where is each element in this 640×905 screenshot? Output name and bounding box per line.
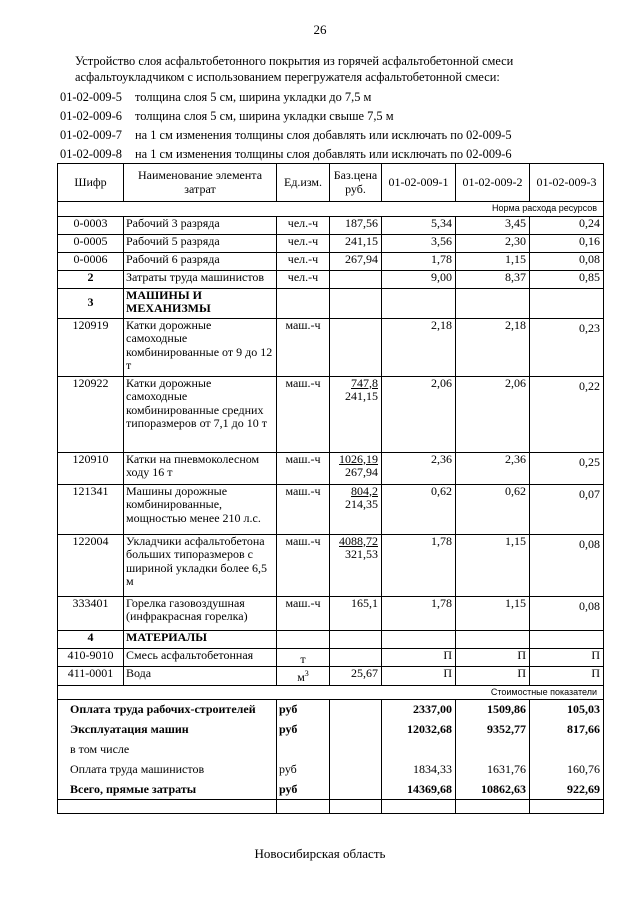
total-v3: 817,66 bbox=[530, 720, 604, 740]
total-price bbox=[330, 780, 382, 800]
row-v2: 2,18 bbox=[456, 318, 530, 376]
empty-cell bbox=[330, 630, 382, 648]
row-name: Рабочий 5 разряда bbox=[124, 234, 277, 252]
row-name: Горелка газовоздушная (инфракрасная горелка) bbox=[124, 596, 277, 630]
page-number: 26 bbox=[313, 22, 327, 37]
footer-region: Новосибирская область bbox=[254, 846, 386, 861]
machine-row bbox=[58, 484, 604, 534]
row-v3: 0,08 bbox=[530, 596, 604, 630]
row-price bbox=[330, 376, 382, 452]
cost-note: Стоимостные показатели bbox=[58, 685, 604, 700]
row-name: Вода bbox=[124, 667, 277, 686]
row-v1: 2,06 bbox=[382, 376, 456, 452]
row-code: 0-0003 bbox=[58, 216, 124, 234]
row-v3: П bbox=[530, 648, 604, 667]
row-price: 25,67 bbox=[330, 667, 382, 686]
empty-cell bbox=[456, 288, 530, 318]
total-name: Всего, прямые затраты bbox=[58, 780, 277, 800]
row-v1: 1,78 bbox=[382, 596, 456, 630]
total-row bbox=[58, 720, 604, 740]
row-v1: 9,00 bbox=[382, 270, 456, 288]
intro-text: Устройство слоя асфальтобетонного покрытия из горячей асфальтобетонной смеси асфальтоукладчиком с использованием перегружателя асфальтобетонной смеси: bbox=[75, 54, 514, 84]
row-v3: 0,08 bbox=[530, 252, 604, 270]
row-code: 120919 bbox=[58, 318, 124, 376]
code-item bbox=[60, 145, 620, 164]
row-name: Рабочий 6 разряда bbox=[124, 252, 277, 270]
row-price: 267,94 bbox=[330, 252, 382, 270]
unit-text: т bbox=[300, 651, 306, 666]
pad-cell bbox=[456, 800, 530, 814]
row-v2: 0,62 bbox=[456, 484, 530, 534]
code-desc: на 1 см изменения толщины слоя добавлять или исключать по 02-009-5 bbox=[135, 128, 512, 142]
total-v3: 160,76 bbox=[530, 760, 604, 780]
machine-row bbox=[58, 596, 604, 630]
code-list bbox=[60, 88, 620, 164]
row-v2: 2,30 bbox=[456, 234, 530, 252]
empty-cell bbox=[277, 630, 330, 648]
row-unit: маш.-ч bbox=[277, 596, 330, 630]
row-price bbox=[330, 596, 382, 630]
row-name: Катки дорожные самоходные комбинированные от 9 до 12 т bbox=[124, 318, 277, 376]
total-v2: 1509,86 bbox=[456, 700, 530, 720]
total-price bbox=[330, 740, 382, 760]
row-code: 0-0005 bbox=[58, 234, 124, 252]
norm-note: Норма расхода ресурсов bbox=[58, 202, 604, 217]
row-v1: 0,62 bbox=[382, 484, 456, 534]
row-name: Рабочий 3 разряда bbox=[124, 216, 277, 234]
worker-row bbox=[58, 234, 604, 252]
price-top: 804,2 bbox=[351, 483, 378, 498]
code-desc: толщина слоя 5 см, ширина укладки свыше 7,5 м bbox=[135, 109, 394, 123]
section-code: 3 bbox=[58, 288, 124, 318]
row-v2: 2,06 bbox=[456, 376, 530, 452]
row-v1: 2,18 bbox=[382, 318, 456, 376]
row-price bbox=[330, 534, 382, 596]
row-v3: 0,23 bbox=[530, 318, 604, 376]
section-title: МАТЕРИАЛЫ bbox=[124, 630, 277, 648]
row-unit: маш.-ч bbox=[277, 452, 330, 484]
row-name: Машины дорожные комбинированные, мощностью менее 210 л.с. bbox=[124, 484, 277, 534]
material-row bbox=[58, 648, 604, 667]
code-desc: толщина слоя 5 см, ширина укладки до 7,5 м bbox=[135, 90, 372, 104]
table-bottom-pad bbox=[58, 800, 604, 814]
row-unit bbox=[277, 648, 330, 667]
total-row bbox=[58, 760, 604, 780]
code-desc: на 1 см изменения толщины слоя добавлять или исключать по 02-009-6 bbox=[135, 147, 512, 161]
row-price bbox=[330, 270, 382, 288]
row-v3: 0,24 bbox=[530, 216, 604, 234]
total-v1: 14369,68 bbox=[382, 780, 456, 800]
row-v3: 0,85 bbox=[530, 270, 604, 288]
row-price bbox=[330, 648, 382, 667]
empty-cell bbox=[530, 288, 604, 318]
total-v3 bbox=[530, 740, 604, 760]
total-unit: руб bbox=[277, 720, 330, 740]
total-unit: руб bbox=[277, 780, 330, 800]
header-base-price: Баз.цена руб. bbox=[330, 164, 382, 202]
empty-cell bbox=[330, 288, 382, 318]
total-price bbox=[330, 700, 382, 720]
code-id: 01-02-009-5 bbox=[60, 90, 122, 104]
total-v2: 9352,77 bbox=[456, 720, 530, 740]
price-bottom: 321,53 bbox=[345, 547, 378, 561]
price-top: 747,8 bbox=[351, 375, 378, 390]
row-v1: 1,78 bbox=[382, 534, 456, 596]
row-name: Затраты труда машинистов bbox=[124, 270, 277, 288]
row-name: Укладчики асфальтобетона больших типоразмеров с шириной укладки более 6,5 м bbox=[124, 534, 277, 596]
total-row bbox=[58, 780, 604, 800]
total-row bbox=[58, 740, 604, 760]
total-name: Оплата труда машинистов bbox=[58, 760, 277, 780]
code-item bbox=[60, 88, 620, 107]
row-v2: 2,36 bbox=[456, 452, 530, 484]
cost-note-row bbox=[58, 685, 604, 700]
row-unit: маш.-ч bbox=[277, 484, 330, 534]
pad-cell bbox=[530, 800, 604, 814]
row-price bbox=[330, 484, 382, 534]
row-price: 241,15 bbox=[330, 234, 382, 252]
header-unit: Ед.изм. bbox=[277, 164, 330, 202]
row-unit: маш.-ч bbox=[277, 376, 330, 452]
norm-note-row bbox=[58, 202, 604, 217]
header-col2: 01-02-009-2 bbox=[456, 164, 530, 202]
row-code: 120910 bbox=[58, 452, 124, 484]
header-name: Наименование элемента затрат bbox=[124, 164, 277, 202]
row-v1: 3,56 bbox=[382, 234, 456, 252]
total-name: Оплата труда рабочих-строителей bbox=[58, 700, 277, 720]
row-v2: 8,37 bbox=[456, 270, 530, 288]
worker-row bbox=[58, 252, 604, 270]
pad-cell bbox=[58, 800, 277, 814]
row-code: 410-9010 bbox=[58, 648, 124, 667]
row-v3: 0,07 bbox=[530, 484, 604, 534]
row-v1: 5,34 bbox=[382, 216, 456, 234]
machinist-row bbox=[58, 270, 604, 288]
empty-cell bbox=[382, 288, 456, 318]
row-unit: чел.-ч bbox=[277, 216, 330, 234]
total-v1 bbox=[382, 740, 456, 760]
row-v3: 0,08 bbox=[530, 534, 604, 596]
row-unit: маш.-ч bbox=[277, 534, 330, 596]
header-col1: 01-02-009-1 bbox=[382, 164, 456, 202]
total-v2: 1631,76 bbox=[456, 760, 530, 780]
machine-row bbox=[58, 318, 604, 376]
header-code: Шифр bbox=[58, 164, 124, 202]
row-v1: П bbox=[382, 648, 456, 667]
total-v1: 1834,33 bbox=[382, 760, 456, 780]
price-top: 4088,72 bbox=[339, 533, 378, 548]
row-v3: 0,25 bbox=[530, 452, 604, 484]
row-v3: 0,22 bbox=[530, 376, 604, 452]
row-unit: чел.-ч bbox=[277, 252, 330, 270]
empty-cell bbox=[530, 630, 604, 648]
row-code: 2 bbox=[58, 270, 124, 288]
row-v3: П bbox=[530, 667, 604, 686]
table-header bbox=[58, 164, 604, 202]
total-name: Эксплуатация машин bbox=[58, 720, 277, 740]
machines-section-row bbox=[58, 288, 604, 318]
unit-sup: 3 bbox=[304, 669, 309, 678]
row-unit: маш.-ч bbox=[277, 318, 330, 376]
empty-cell bbox=[382, 630, 456, 648]
row-v1: 2,36 bbox=[382, 452, 456, 484]
total-price bbox=[330, 720, 382, 740]
section-code: 4 bbox=[58, 630, 124, 648]
price-bottom: 165,1 bbox=[351, 595, 378, 610]
row-v3: 0,16 bbox=[530, 234, 604, 252]
row-name: Смесь асфальтобетонная bbox=[124, 648, 277, 667]
price-bottom: 267,94 bbox=[345, 465, 378, 479]
total-price bbox=[330, 760, 382, 780]
pad-cell bbox=[277, 800, 330, 814]
row-code: 411-0001 bbox=[58, 667, 124, 686]
code-item bbox=[60, 107, 620, 126]
price-top: 1026,19 bbox=[339, 451, 378, 466]
materials-section-row bbox=[58, 630, 604, 648]
total-v1: 12032,68 bbox=[382, 720, 456, 740]
material-row bbox=[58, 667, 604, 686]
machine-row bbox=[58, 376, 604, 452]
section-title: МАШИНЫ И МЕХАНИЗМЫ bbox=[124, 288, 277, 318]
row-code: 120922 bbox=[58, 376, 124, 452]
empty-cell bbox=[277, 288, 330, 318]
row-v2: 1,15 bbox=[456, 534, 530, 596]
row-code: 122004 bbox=[58, 534, 124, 596]
row-code: 333401 bbox=[58, 596, 124, 630]
code-item bbox=[60, 126, 620, 145]
row-v2: П bbox=[456, 667, 530, 686]
row-price: 187,56 bbox=[330, 216, 382, 234]
total-v3: 105,03 bbox=[530, 700, 604, 720]
row-price bbox=[330, 318, 382, 376]
total-v1: 2337,00 bbox=[382, 700, 456, 720]
code-id: 01-02-009-8 bbox=[60, 147, 122, 161]
row-name: Катки дорожные самоходные комбинированные средних типоразмеров от 7,1 до 10 т bbox=[124, 376, 277, 452]
header-col3: 01-02-009-3 bbox=[530, 164, 604, 202]
empty-cell bbox=[456, 630, 530, 648]
row-name: Катки на пневмоколесном ходу 16 т bbox=[124, 452, 277, 484]
pad-cell bbox=[382, 800, 456, 814]
row-v2: 3,45 bbox=[456, 216, 530, 234]
price-bottom: 241,15 bbox=[345, 389, 378, 403]
row-v2: П bbox=[456, 648, 530, 667]
unit-text: м bbox=[297, 670, 305, 684]
total-v2 bbox=[456, 740, 530, 760]
row-v2: 1,15 bbox=[456, 596, 530, 630]
row-v2: 1,15 bbox=[456, 252, 530, 270]
total-name: в том числе bbox=[58, 740, 277, 760]
row-unit bbox=[277, 667, 330, 686]
total-unit: руб bbox=[277, 700, 330, 720]
total-unit: руб bbox=[277, 760, 330, 780]
row-code: 121341 bbox=[58, 484, 124, 534]
total-unit bbox=[277, 740, 330, 760]
row-code: 0-0006 bbox=[58, 252, 124, 270]
pad-cell bbox=[330, 800, 382, 814]
price-bottom: 214,35 bbox=[345, 497, 378, 511]
machine-row bbox=[58, 452, 604, 484]
total-row bbox=[58, 700, 604, 720]
row-unit: чел.-ч bbox=[277, 234, 330, 252]
code-id: 01-02-009-7 bbox=[60, 128, 122, 142]
code-id: 01-02-009-6 bbox=[60, 109, 122, 123]
row-price bbox=[330, 452, 382, 484]
row-unit: чел.-ч bbox=[277, 270, 330, 288]
total-v2: 10862,63 bbox=[456, 780, 530, 800]
row-v1: 1,78 bbox=[382, 252, 456, 270]
worker-row bbox=[58, 216, 604, 234]
machine-row bbox=[58, 534, 604, 596]
row-v1: П bbox=[382, 667, 456, 686]
total-v3: 922,69 bbox=[530, 780, 604, 800]
resource-table bbox=[57, 163, 604, 814]
